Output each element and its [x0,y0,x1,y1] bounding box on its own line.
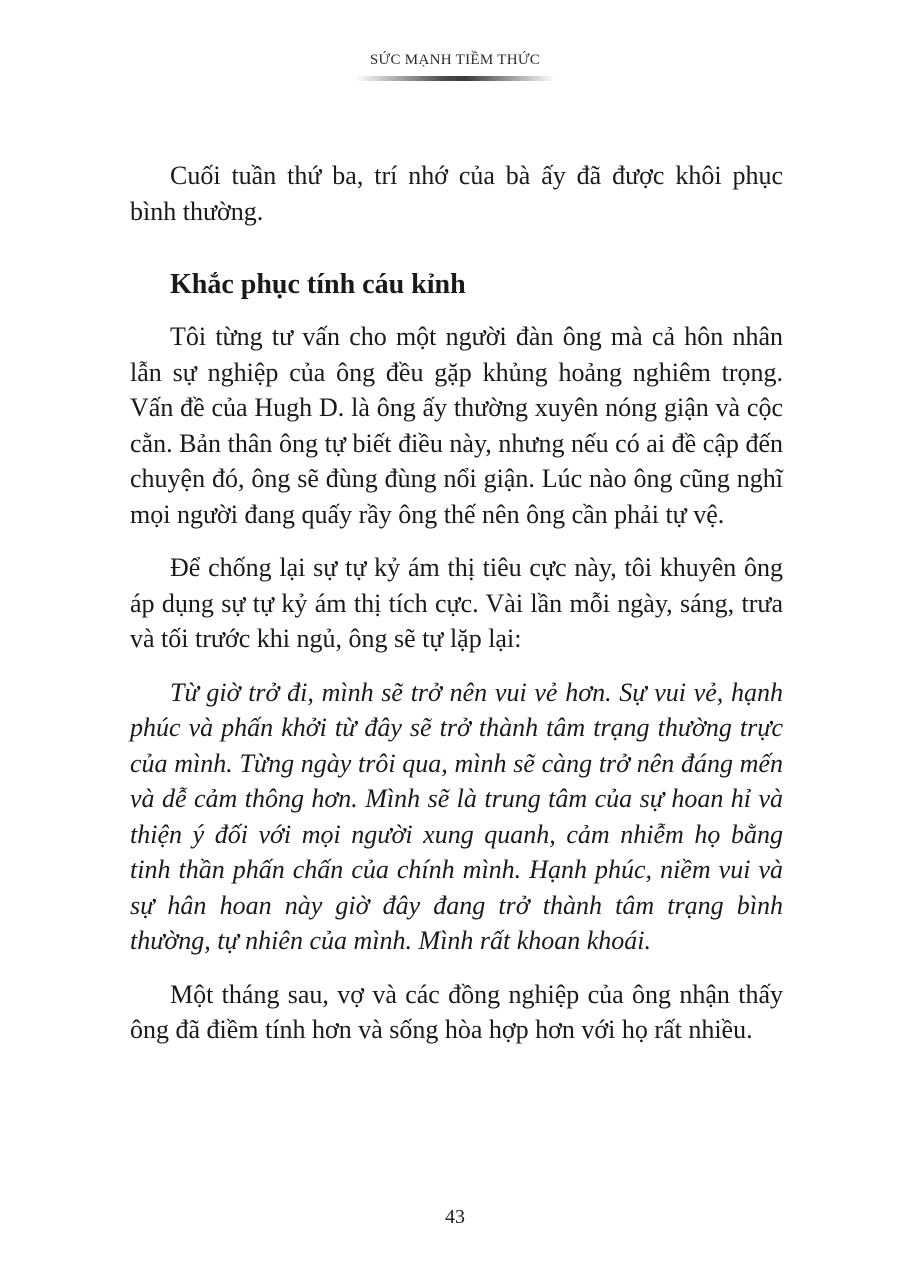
header-rule [355,76,555,81]
affirmation-paragraph: Từ giờ trở đi, mình sẽ trở nên vui vẻ hơn. Sự vui vẻ, hạnh phúc và phấn khởi từ đây sẽ trở thành tâm trạng thường trực của mình. Từng ngày trôi qua, mình sẽ càng trở nên đáng mến và dễ cảm thông hơn. Mình sẽ là trung tâm của sự hoan hỉ và thiện ý đối với mọi người xung quanh, cảm nhiễm họ bằng tinh thần phấn chấn của chính mình. Hạnh phúc, niềm vui và sự hân hoan này giờ đây đang trở thành tâm trạng bình thường, tự nhiên của mình. Mình rất khoan khoái. [130,677,783,955]
running-header [0,52,910,81]
body-paragraph-3: Để chống lại sự tự kỷ ám thị tiêu cực này, tôi khuyên ông áp dụng sự tự kỷ ám thị tích cực. Vài lần mỗi ngày, sáng, trưa và tối trước khi ngủ, ông sẽ tự lặp lại: [130,553,783,653]
running-title: SỨC MẠNH TIỀM THỨC [369,52,541,68]
body-paragraph-1: Cuối tuần thứ ba, trí nhớ của bà ấy đã được khôi phục bình thường. [130,161,783,226]
section-heading: Khắc phục tính cáu kỉnh [170,269,466,300]
body-paragraph-2: Tôi từng tư vấn cho một người đàn ông mà cả hôn nhân lẫn sự nghiệp của ông đều gặp khủng hoảng nghiêm trọng. Vấn đề của Hugh D. là ông ấy thường xuyên nóng giận và cộc cằn. Bản thân ông tự biết điều này, nhưng nếu có ai đề cập đến chuyện đó, ông sẽ đùng đùng nổi giận. Lúc nào ông cũng nghĩ mọi người đang quấy rầy ông thế nên ông cần phải tự vệ. [130,322,783,529]
page-body [130,158,783,1066]
body-paragraph-5: Một tháng sau, vợ và các đồng nghiệp của ông nhận thấy ông đã điềm tính hơn và sống hòa hợp hơn với họ rất nhiều. [130,979,783,1044]
page-number: 43 [445,1206,465,1228]
